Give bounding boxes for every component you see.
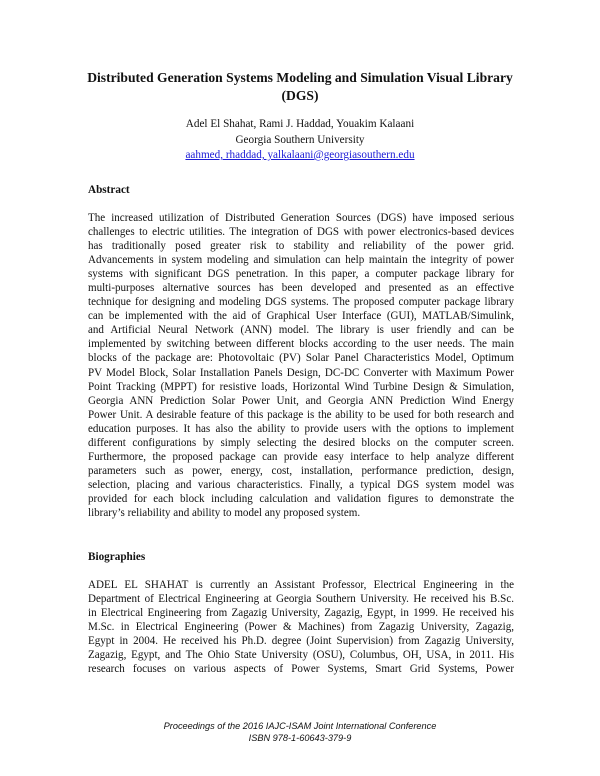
abstract-line: education purposes. It has also the ability to provide users with the options to implement	[88, 422, 514, 435]
page-footer	[60, 720, 540, 745]
abstract-line: blocks of the package are: Photovoltaic (PV) Solar Panel Characteristics Model, Optimum	[88, 352, 514, 365]
biography-line: research focuses on various aspects of Power Systems, Smart Grid Systems, Power	[88, 663, 514, 676]
abstract-line: implemented by switching between different blocks according to the user needs. The main	[88, 338, 514, 351]
abstract-line: can be implemented with the aid of Graphical User Interface (GUI), MATLAB/Simulink,	[88, 310, 514, 323]
abstract-line: The increased utilization of Distributed Generation Sources (DGS) have imposed serious	[88, 212, 514, 224]
title-line-2: (DGS)	[281, 87, 319, 103]
abstract-line: challenges to electric utilities. The integration of DGS with power electronics-based devices	[88, 226, 514, 239]
biographies-heading: Biographies	[88, 551, 146, 563]
abstract-line: library’s reliability and ability to model any proposed system.	[88, 506, 361, 519]
footer-proceedings: Proceedings of the 2016 IAJC-ISAM Joint International Conference	[163, 721, 437, 731]
biography-line: Egypt in 2004. He received his Ph.D. degree (Joint Supervision) from Zagazig University,	[88, 635, 514, 648]
abstract-line: Advancements in system modeling and simulation can help maintain the integrity of power	[88, 254, 514, 267]
affiliation: Georgia Southern University	[235, 133, 365, 146]
abstract-line: provided for each block including calculation and validation figures to demonstrate the	[88, 492, 514, 505]
abstract-body	[88, 211, 514, 520]
biographies-body	[88, 578, 514, 676]
biography-line: ADEL EL SHAHAT is currently an Assistant Professor, Electrical Engineering in the	[88, 579, 514, 591]
abstract-line: and Artificial Neural Network (ANN) model. The library is user friendly and can be	[88, 324, 514, 337]
abstract-line: Furthermore, the proposed package can provide easy interface to help analyze different	[88, 450, 514, 463]
author-names: Adel El Shahat, Rami J. Haddad, Youakim Kalaani	[185, 118, 415, 130]
title-line-1: Distributed Generation Systems Modeling and Simulation Visual Library	[87, 70, 513, 85]
abstract-line: Point Tracking (MPPT) for resistive loads, Horizontal Wind Turbine Design & Simulation,	[88, 380, 514, 393]
abstract-line: Power Unit. A desirable feature of this package is the ability to be used for both research and	[88, 408, 514, 421]
biography-line: M.Sc. in Electrical Engineering (Power & Machines) from Zagazig University, Zagazig,	[88, 621, 514, 634]
biography-line: Department of Electrical Engineering at Georgia Southern University. He received his B.Sc.	[88, 593, 514, 606]
paper-title	[60, 69, 540, 104]
author-block	[60, 117, 540, 164]
abstract-line: Georgia ANN Prediction Solar Power Unit, and Georgia ANN Prediction Wind Energy	[88, 394, 514, 407]
abstract-line: parameters such as power, energy, cost, installation, performance prediction, design,	[88, 464, 514, 477]
email-link[interactable]: aahmed, rhaddad, yalkalaani@georgiasouthern.edu	[185, 149, 415, 161]
abstract-line: has traditionally posed greater risk to stability and reliability of the power grid.	[88, 240, 514, 253]
abstract-line: PV Model Block, Solar Installation Panels Design, DC-DC Converter with Maximum Power	[88, 366, 514, 379]
abstract-line: different configurations by simply selecting the desired blocks on the computer screen.	[88, 436, 514, 449]
abstract-line: multi-purposes alternative sources has been developed and presented as an effective	[88, 282, 514, 295]
biography-line: Zagazig, Egypt, and The Ohio State University (OSU), Columbus, OH, USA, in 2011. His	[88, 649, 514, 662]
abstract-line: selection, placing and various characteristics. Finally, a typical DGS system model was	[88, 478, 514, 491]
abstract-line: technique for designing and modeling DGS systems. The proposed computer package library	[88, 296, 514, 309]
biography-line: in Electrical Engineering from Zagazig University, Zagazig, Egypt, in 1999. He received his	[88, 607, 514, 620]
footer-isbn: ISBN 978-1-60643-379-9	[248, 733, 352, 744]
abstract-line: systems with significant DGS penetration. In this paper, a computer package library for	[88, 268, 514, 281]
abstract-heading: Abstract	[88, 184, 130, 196]
